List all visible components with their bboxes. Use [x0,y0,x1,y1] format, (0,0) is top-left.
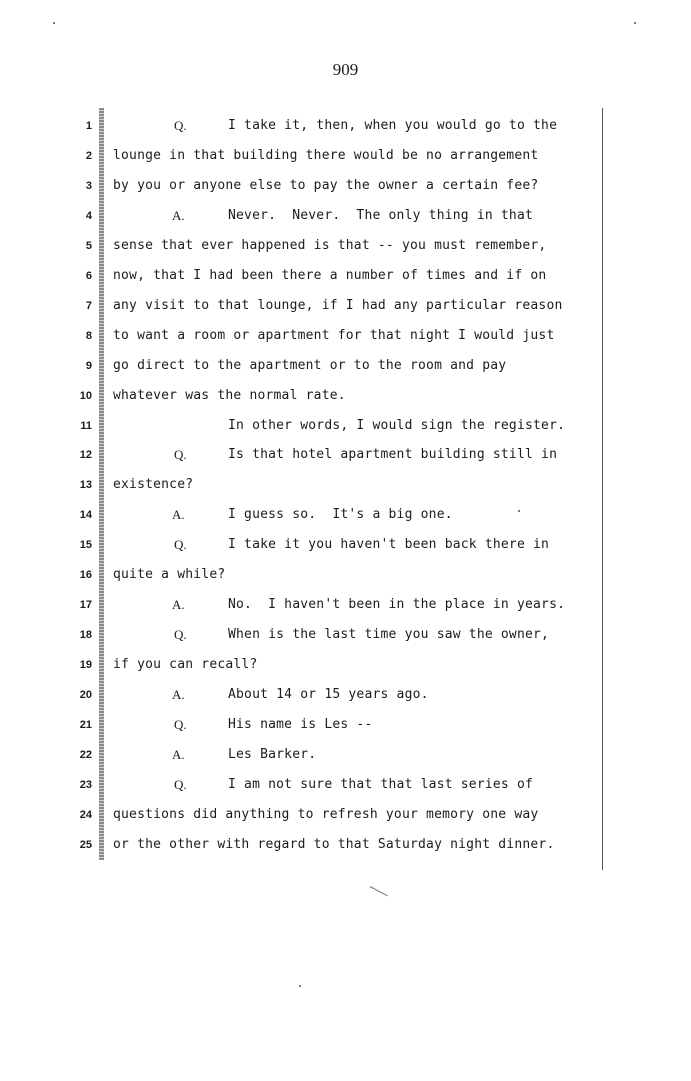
transcript-line [0,114,691,138]
answer-text: No. I haven't been in the place in years. [228,597,566,613]
transcript-line [0,174,691,198]
line-number: 19 [79,659,92,672]
question-text: Is that hotel apartment building still in [228,447,558,463]
transcript-line [0,443,691,467]
line-number: 20 [79,689,92,702]
transcript-line [0,623,691,647]
answer-text: Never. Never. The only thing in that [228,207,534,223]
transcript-line [0,354,691,378]
transcript-line [0,414,691,438]
line-text: questions did anything to refresh your memory one way [113,806,539,822]
transcript-line [0,803,691,827]
line-number: 18 [79,629,92,642]
transcript-line [0,204,691,228]
transcript-line [0,533,691,557]
line-number: 12 [79,449,92,462]
line-number: 2 [85,149,92,162]
line-text: In other words, I would sign the register. [228,417,566,433]
transcript-line [0,563,691,587]
answer-text: I guess so. It's a big one. [228,507,453,523]
answer-text: About 14 or 15 years ago. [228,687,429,703]
transcript-line [0,833,691,857]
transcript-line [0,773,691,797]
line-text: whatever was the normal rate. [113,387,346,403]
answer-label: A. [172,746,185,762]
scan-mark [634,22,636,24]
scan-mark [299,985,301,987]
transcript-line [0,384,691,408]
transcript-line [0,683,691,707]
line-text: or the other with regard to that Saturday night dinner. [113,836,555,852]
line-number: 13 [79,479,92,492]
transcript-line [0,234,691,258]
answer-label: A. [172,597,185,613]
line-text: to want a room or apartment for that night I would just [113,327,555,343]
line-number: 16 [79,569,92,582]
question-text: I take it you haven't been back there in [228,537,550,553]
transcript-line [0,264,691,288]
line-number: 17 [79,599,92,612]
line-number: 4 [85,209,92,222]
question-label: Q. [174,118,187,133]
line-number: 24 [79,808,92,821]
line-number: 21 [79,719,92,731]
transcript-line [0,144,691,168]
question-text: I am not sure that that last series of [228,776,534,792]
line-text: any visit to that lounge, if I had any particular reason [113,297,563,313]
line-number: 23 [79,778,92,791]
answer-label: A. [172,207,185,223]
answer-label: A. [172,507,185,523]
question-label: Q. [174,537,187,553]
line-number: 7 [85,299,92,312]
transcript-line [0,713,691,737]
line-text: existence? [113,477,194,493]
scan-mark [518,510,520,512]
line-text: if you can recall? [113,657,258,673]
line-text: sense that ever happened is that -- you must remember, [113,237,547,253]
question-label: Q. [174,627,187,643]
answer-label: A. [172,687,185,703]
line-number: 5 [85,239,92,252]
question-text: When is the last time you saw the owner, [228,627,550,643]
question-label: Q. [174,776,187,792]
question-text: I take it, then, when you would go to the [228,118,558,133]
transcript-line [0,294,691,318]
transcript-line [0,503,691,527]
transcript-line [0,324,691,348]
line-number: 3 [85,179,92,192]
line-number: 1 [85,120,92,132]
page-number: 909 [332,60,359,79]
line-text: by you or anyone else to pay the owner a certain fee? [113,177,539,193]
line-text: now, that I had been there a number of times and if on [113,267,547,283]
line-text: go direct to the apartment or to the room and pay [113,357,507,373]
line-number: 11 [80,419,92,432]
line-number: 14 [79,509,92,522]
transcript-line [0,593,691,617]
line-number: 9 [85,359,92,372]
question-label: Q. [174,447,187,463]
line-number: 10 [79,389,92,402]
scan-mark [53,22,55,24]
answer-text: Les Barker. [228,746,317,762]
question-label: Q. [174,717,187,732]
line-number: 8 [85,329,92,342]
line-text: quite a while? [113,567,226,583]
line-number: 25 [79,838,92,851]
scan-mark [370,886,388,896]
line-number: 22 [79,748,92,761]
transcript-line [0,473,691,497]
line-text: lounge in that building there would be no arrangement [113,147,539,163]
transcript-line [0,743,691,767]
line-number: 15 [79,539,92,552]
question-text: His name is Les -- [228,717,373,732]
transcript-line [0,653,691,677]
line-number: 6 [85,269,92,282]
